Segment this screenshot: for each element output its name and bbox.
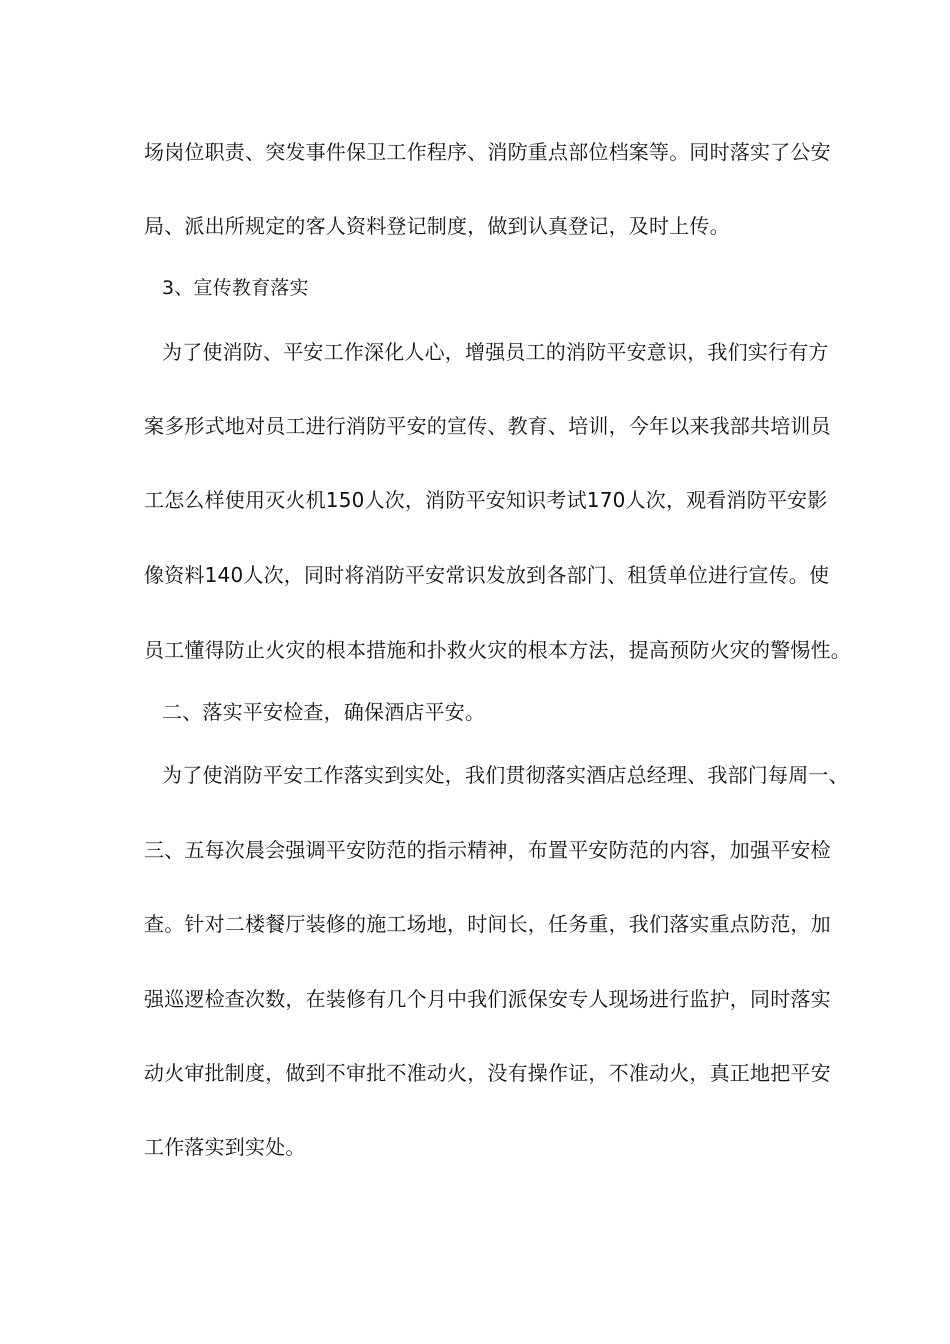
paragraph-line: 动火审批制度，做到不审批不准动火，没有操作证，不准动火，真正地把平安 <box>144 1061 831 1085</box>
section-heading: 3、宣传教育落实 <box>162 277 309 299</box>
paragraph-line: 三、五每次晨会强调平安防范的指示精神，布置平安防范的内容，加强平安检 <box>144 838 831 862</box>
paragraph-line: 员工懂得防止火灾的根本措施和扑救火灾的根本方法，提高预防火灾的警惕性。 <box>144 638 851 662</box>
paragraph-line: 工作落实到实处。 <box>144 1135 306 1159</box>
paragraph-line: 查。针对二楼餐厅装修的施工场地，时间长，任务重，我们落实重点防范，加 <box>144 912 831 936</box>
paragraph-line: 为了使消防平安工作落实到实处，我们贯彻落实酒店总经理、我部门每周一、 <box>162 763 849 787</box>
paragraph-line: 像资料140人次，同时将消防平安常识发放到各部门、租赁单位进行宣传。使 <box>144 563 830 587</box>
paragraph-line: 为了使消防、平安工作深化人心，增强员工的消防平安意识，我们实行有方 <box>162 340 829 364</box>
paragraph-line: 强巡逻检查次数，在装修有几个月中我们派保安专人现场进行监护，同时落实 <box>144 987 831 1011</box>
paragraph-line: 工怎么样使用灭火机150人次，消防平安知识考试170人次，观看消防平安影 <box>144 488 828 512</box>
paragraph-line: 局、派出所规定的客人资料登记制度，做到认真登记，及时上传。 <box>144 214 730 238</box>
section-heading: 二、落实平安检查，确保酒店平安。 <box>162 700 486 724</box>
paragraph-line: 场岗位职责、突发事件保卫工作程序、消防重点部位档案等。同时落实了公安 <box>144 140 831 164</box>
paragraph-line: 案多形式地对员工进行消防平安的宣传、教育、培训，今年以来我部共培训员 <box>144 414 831 438</box>
